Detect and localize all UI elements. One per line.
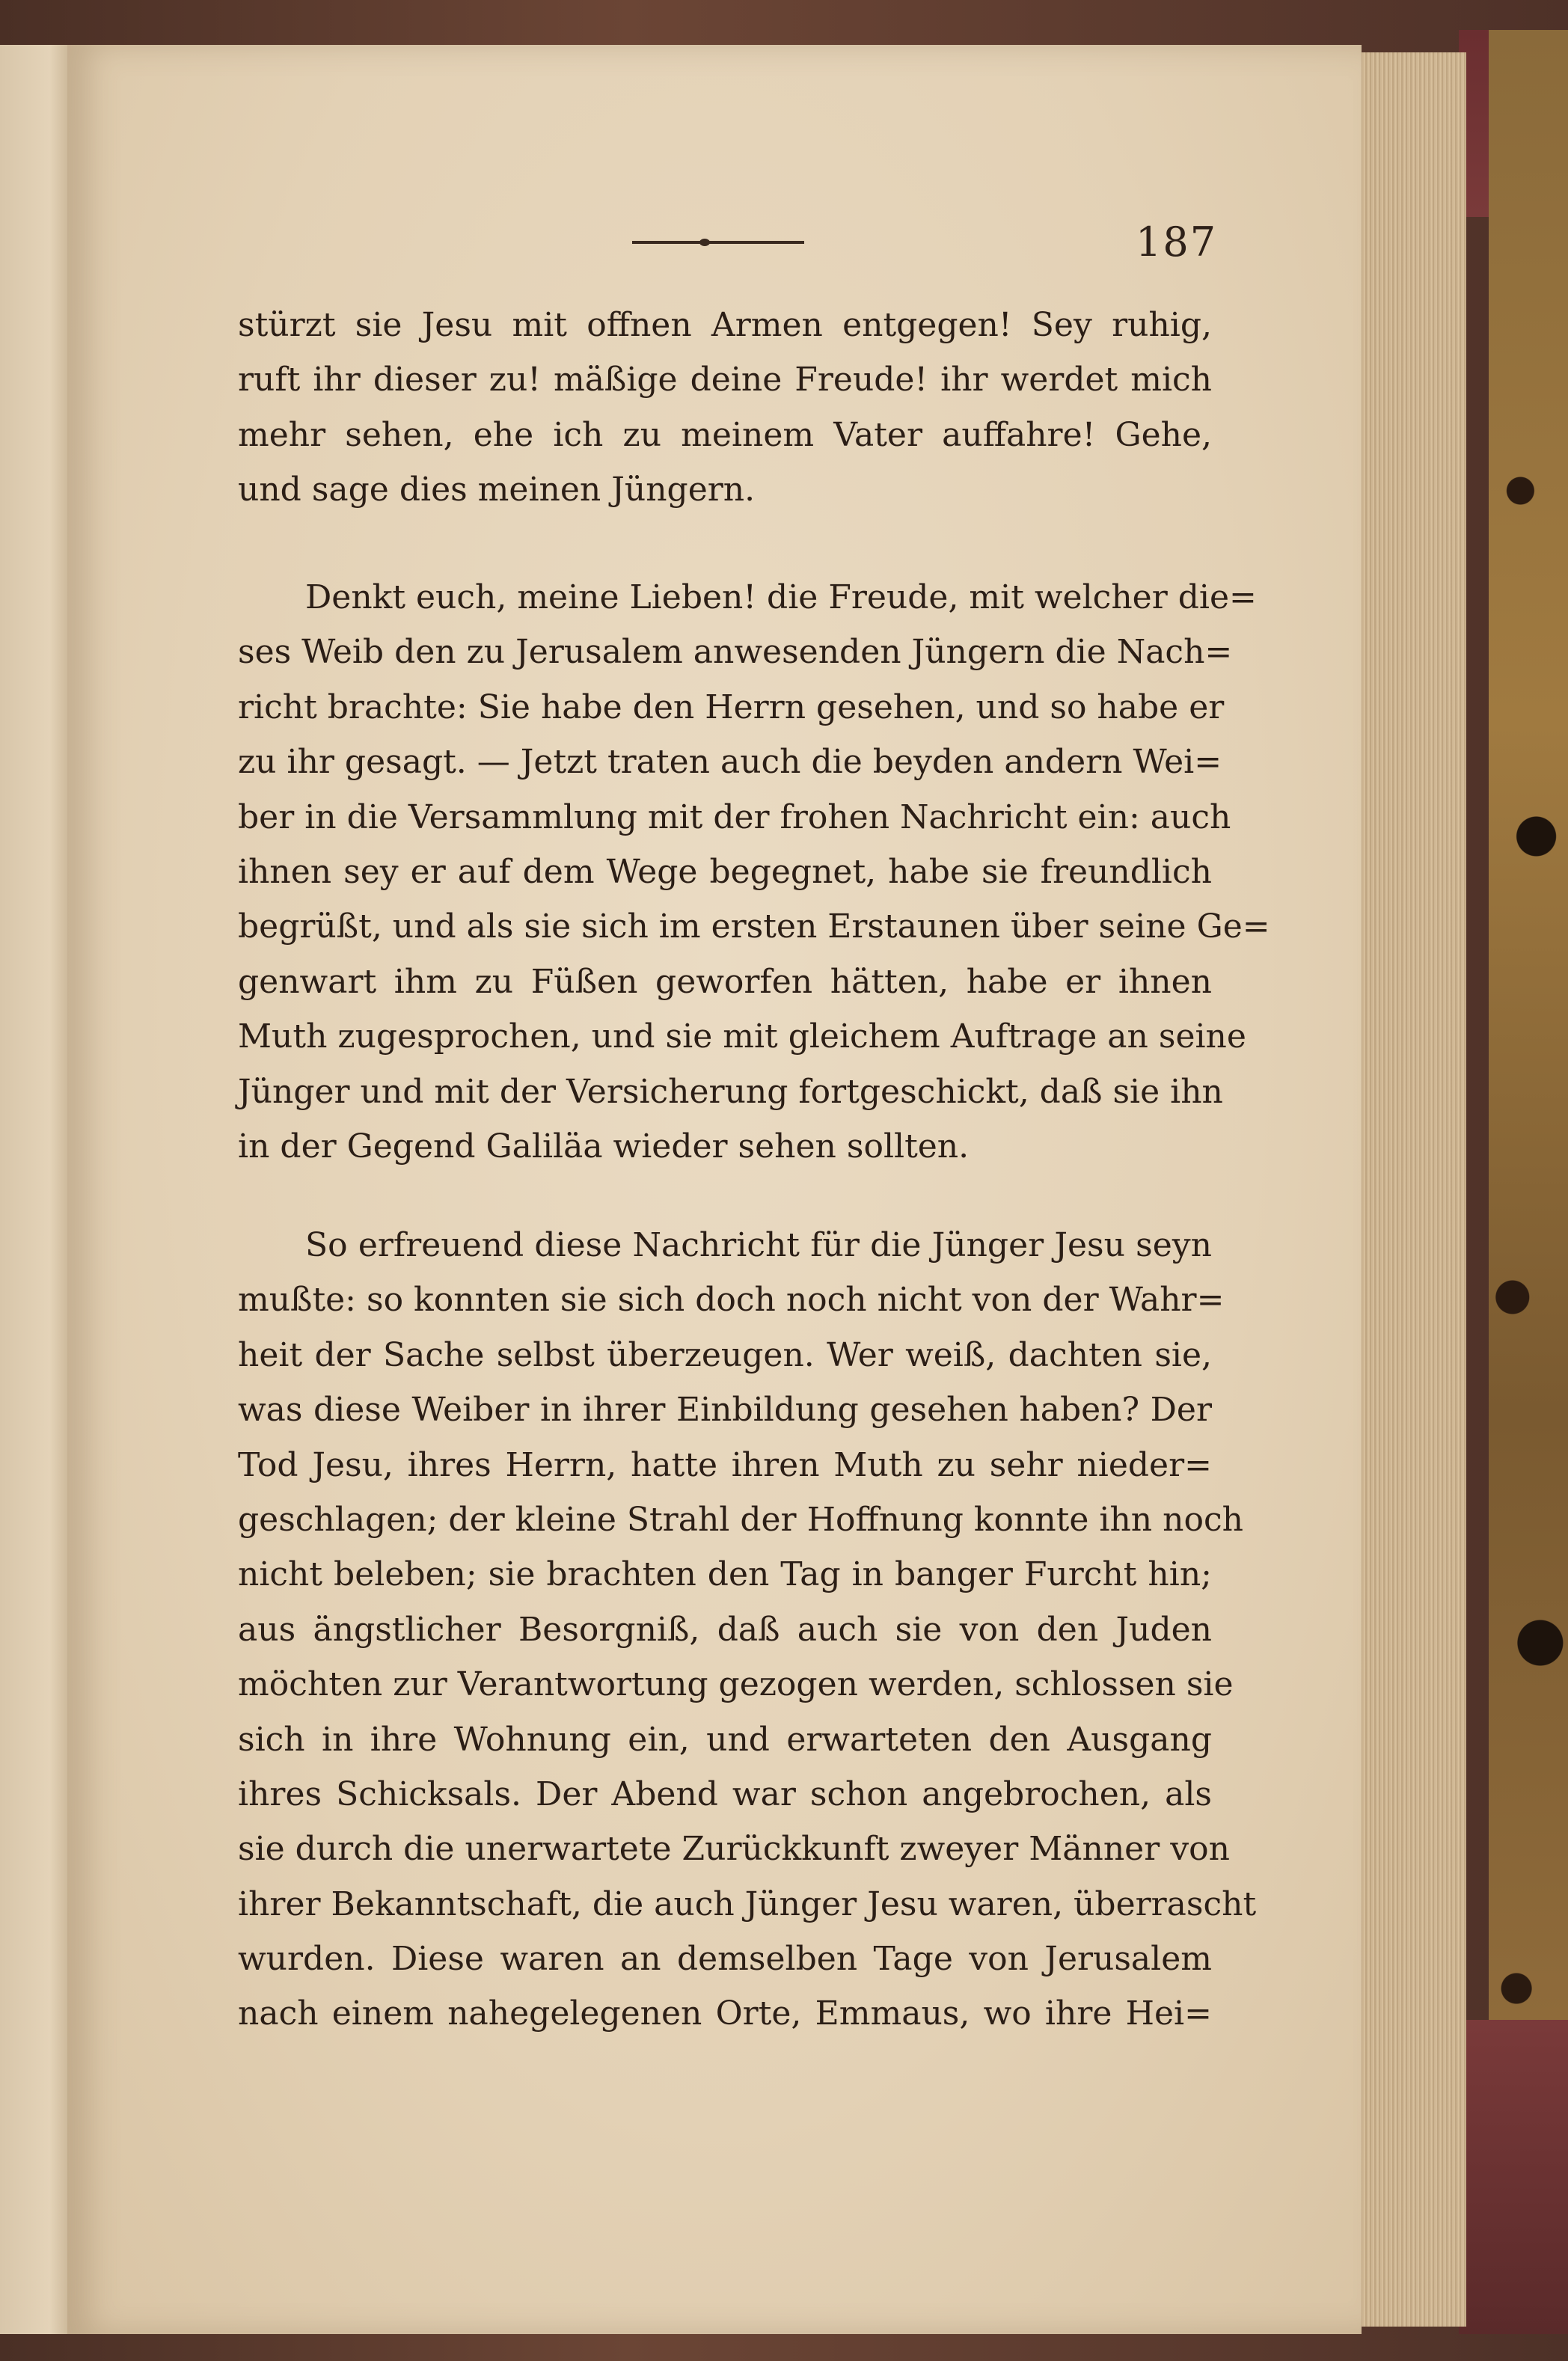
text-line: begrüßt, und als sie sich im ersten Erstaunen über seine Ge= bbox=[238, 907, 1270, 946]
text-line: zu ihr gesagt. — Jetzt traten auch die beyden andern Wei= bbox=[238, 743, 1222, 782]
text-line: nach einem nahegelegenen Orte, Emmaus, wo ihre Hei= bbox=[238, 1994, 1212, 2033]
text-line: Jünger und mit der Versicherung fortgeschickt, daß sie ihn bbox=[238, 1072, 1223, 1111]
text-line: stürzt sie Jesu mit offnen Armen entgegen! Sey ruhig, bbox=[238, 306, 1212, 344]
left-page-edge bbox=[0, 45, 71, 2334]
text-line: So erfreuend diese Nachricht für die Jünger Jesu seyn bbox=[305, 1226, 1212, 1264]
marbled-back-cover bbox=[1489, 30, 1568, 2334]
page-number: 187 bbox=[1136, 218, 1218, 266]
text-line: ihrer Bekanntschaft, die auch Jünger Jesu waren, überrascht bbox=[238, 1884, 1257, 1923]
text-line: ihnen sey er auf dem Wege begegnet, habe sie freundlich bbox=[238, 852, 1212, 891]
cover-corner-bottom bbox=[1459, 2020, 1568, 2334]
text-line: wurden. Diese waren an demselben Tage von Jerusalem bbox=[238, 1940, 1212, 1979]
text-line: Muth zugesprochen, und sie mit gleichem Auftrage an seine bbox=[238, 1017, 1246, 1056]
paragraph-3 bbox=[238, 1218, 1257, 2042]
paragraph-1 bbox=[238, 298, 1212, 518]
text-line: mehr sehen, ehe ich zu meinem Vater auffahre! Gehe, bbox=[238, 415, 1212, 454]
text-line: ihres Schicksals. Der Abend war schon angebrochen, als bbox=[238, 1774, 1212, 1813]
text-line: und sage dies meinen Jüngern. bbox=[238, 471, 756, 509]
text-line: aus ängstlicher Besorgniß, daß auch sie von den Juden bbox=[238, 1610, 1212, 1649]
text-line: ruft ihr dieser zu! mäßige deine Freude! ihr werdet mich bbox=[238, 361, 1212, 399]
text-line: genwart ihm zu Füßen geworfen hätten, habe er ihnen bbox=[238, 962, 1212, 1001]
paragraph-2 bbox=[238, 570, 1270, 1174]
text-line: ber in die Versammlung mit der frohen Nachricht ein: auch bbox=[238, 797, 1231, 836]
text-line: geschlagen; der kleine Strahl der Hoffnung konnte ihn noch bbox=[238, 1500, 1243, 1539]
text-line: sie durch die unerwartete Zurückkunft zweyer Männer von bbox=[238, 1830, 1230, 1869]
text-line: mußte: so konnten sie sich doch noch nicht von der Wahr= bbox=[238, 1281, 1225, 1320]
text-line: richt brachte: Sie habe den Herrn gesehen, und so habe er bbox=[238, 688, 1225, 726]
text-line: was diese Weiber in ihrer Einbildung gesehen haben? Der bbox=[238, 1391, 1212, 1430]
text-line: sich in ihre Wohnung ein, und erwarteten den Ausgang bbox=[238, 1720, 1212, 1759]
page-edges bbox=[1354, 52, 1466, 2327]
text-line: ses Weib den zu Jerusalem anwesenden Jüngern die Nach= bbox=[238, 633, 1233, 672]
text-line: möchten zur Verantwortung gezogen werden, schlossen sie bbox=[238, 1665, 1234, 1704]
text-line: nicht beleben; sie brachten den Tag in banger Furcht hin; bbox=[238, 1555, 1212, 1594]
header-ornament-rule bbox=[632, 241, 804, 244]
text-line: heit der Sache selbst überzeugen. Wer weiß, dachten sie, bbox=[238, 1335, 1212, 1374]
text-line: Denkt euch, meine Lieben! die Freude, mit welcher die= bbox=[305, 578, 1257, 616]
book-page bbox=[67, 45, 1362, 2334]
text-line: Tod Jesu, ihres Herrn, hatte ihren Muth zu sehr nieder= bbox=[238, 1445, 1212, 1484]
text-line: in der Gegend Galiläa wieder sehen sollten. bbox=[238, 1127, 970, 1166]
